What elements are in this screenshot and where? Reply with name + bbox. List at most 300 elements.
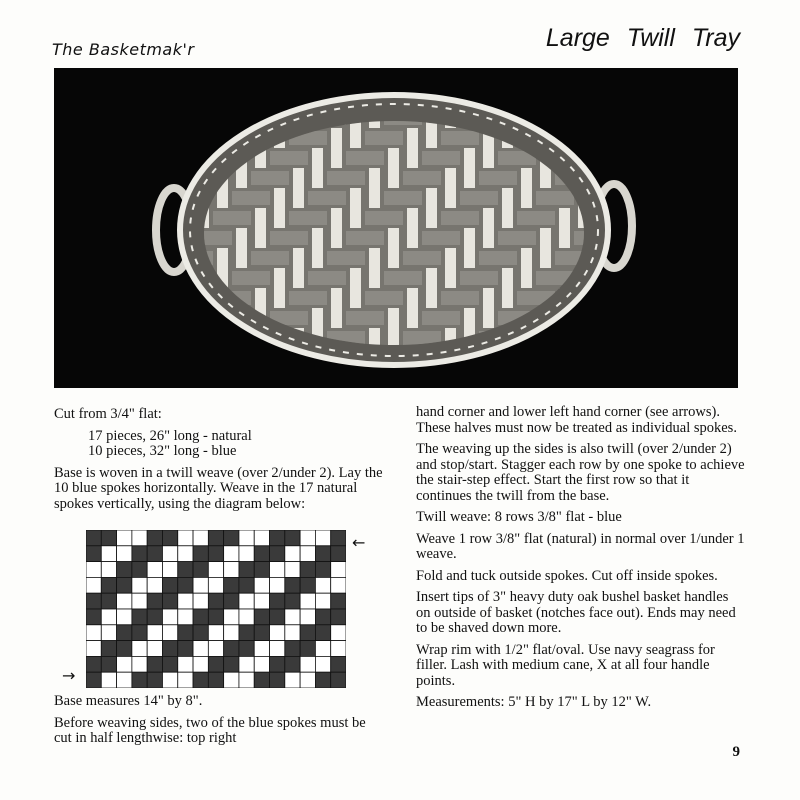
weave-strip	[521, 188, 532, 208]
left-column-bottom	[54, 694, 384, 753]
weave-strip	[403, 171, 422, 185]
diagram-cell	[331, 546, 346, 562]
weave-strip	[308, 131, 327, 145]
weave-strip	[483, 288, 494, 308]
diagram-cell	[117, 546, 132, 562]
diagram-cell	[331, 672, 346, 688]
weave-strip	[213, 211, 232, 225]
paragraph-twill-rows: Twill weave: 8 rows 3/8" flat - blue	[416, 509, 622, 525]
weave-strip	[578, 128, 589, 148]
diagram-cell	[193, 530, 208, 546]
weave-strip	[198, 108, 209, 128]
weave-strip	[483, 148, 494, 168]
diagram-cell	[86, 530, 101, 546]
weave-strip	[217, 328, 228, 348]
weave-strip	[445, 268, 456, 288]
weave-strip	[217, 108, 228, 128]
diagram-cell	[117, 593, 132, 609]
weave-strip	[331, 208, 342, 228]
basket-photo	[54, 68, 738, 388]
diagram-cell	[239, 641, 254, 657]
diagram-cell	[239, 609, 254, 625]
weave-strip	[350, 208, 361, 228]
weave-strip	[312, 148, 323, 168]
weave-strip	[517, 211, 536, 225]
weave-strip	[574, 331, 593, 345]
weave-strip	[521, 348, 532, 368]
brand-name: The Basketmak'r	[52, 40, 195, 59]
diagram-cell	[300, 577, 315, 593]
diagram-cell	[101, 672, 116, 688]
weave-strip	[274, 188, 285, 208]
diagram-cell	[224, 656, 239, 672]
diagram-cell	[224, 546, 239, 562]
diagram-cell	[86, 562, 101, 578]
diagram-cell	[224, 593, 239, 609]
weave-strip	[270, 231, 289, 245]
diagram-cell	[285, 562, 300, 578]
diagram-cell	[147, 577, 162, 593]
weave-strip	[289, 291, 308, 305]
diagram-cell	[331, 562, 346, 578]
weave-strip	[274, 348, 285, 368]
weave-strip	[426, 288, 437, 308]
diagram-cell	[162, 530, 177, 546]
diagram-cell	[208, 656, 223, 672]
diagram-cell	[117, 577, 132, 593]
diagram-cell	[162, 577, 177, 593]
base-instructions: Base is woven in a twill weave (over 2/under 2). Lay the 10 blue spokes horizontally. Weave in the 17 natural spokes vertically, using the diagram below:	[54, 464, 383, 512]
diagram-cell	[254, 641, 269, 657]
diagram-cell	[101, 625, 116, 641]
diagram-cell	[224, 530, 239, 546]
diagram-cell	[285, 625, 300, 641]
weave-strip	[289, 151, 308, 165]
paragraph-natural-row: Weave 1 row 3/8" flat (natural) in normal over 1/under 1 weave.	[416, 530, 745, 562]
diagram-cell	[208, 562, 223, 578]
weave-strip	[502, 288, 513, 308]
weave-strip	[369, 248, 380, 268]
diagram-cell	[270, 530, 285, 546]
diagram-cell	[162, 625, 177, 641]
weave-strip	[502, 348, 513, 368]
diagram-cell	[162, 593, 177, 609]
diagram-cell	[162, 546, 177, 562]
diagram-cell	[270, 609, 285, 625]
weave-strip	[308, 291, 327, 305]
weave-strip	[384, 211, 403, 225]
weave-strip	[407, 128, 418, 148]
weave-strip	[293, 168, 304, 188]
diagram-cell	[331, 609, 346, 625]
diagram-cell	[193, 593, 208, 609]
diagram-cell	[315, 641, 330, 657]
diagram-cell	[178, 530, 193, 546]
weave-strip	[441, 131, 460, 145]
diagram-cell	[147, 625, 162, 641]
weave-strip	[574, 311, 593, 325]
diagram-cell	[224, 562, 239, 578]
weave-strip	[464, 148, 475, 168]
weave-strip	[426, 208, 437, 228]
diagram-cell	[117, 530, 132, 546]
weave-strip	[346, 171, 365, 185]
weave-strip	[536, 271, 555, 285]
weave-strip	[498, 251, 517, 265]
diagram-cell	[101, 641, 116, 657]
diagram-cell	[239, 562, 254, 578]
diagram-cell	[270, 656, 285, 672]
diagram-cell	[193, 672, 208, 688]
weave-strip	[346, 251, 365, 265]
weave-strip	[255, 208, 266, 228]
diagram-cell	[300, 641, 315, 657]
weave-strip	[293, 188, 304, 208]
weave-strip	[217, 248, 228, 268]
diagram-cell	[147, 641, 162, 657]
diagram-cell	[270, 546, 285, 562]
diagram-cell	[208, 672, 223, 688]
diagram-cell	[300, 530, 315, 546]
weave-strip	[388, 148, 399, 168]
weave-strip	[407, 308, 418, 328]
diagram-cell	[178, 656, 193, 672]
weave-strip	[460, 211, 479, 225]
weave-strip	[441, 211, 460, 225]
diagram-cell	[162, 641, 177, 657]
page-title: Large Twill Tray	[545, 24, 740, 52]
diagram-cell	[224, 609, 239, 625]
diagram-cell	[300, 656, 315, 672]
weave-strip	[521, 248, 532, 268]
weave-strip	[312, 308, 323, 328]
weave-strip	[217, 348, 228, 368]
weave-strip	[502, 188, 513, 208]
weave-strip	[255, 288, 266, 308]
cut-heading: Cut from 3/4" flat:	[54, 406, 162, 422]
diagram-cell	[86, 577, 101, 593]
diagram-cell	[86, 546, 101, 562]
diagram-cell	[132, 672, 147, 688]
weave-strip	[327, 191, 346, 205]
weave-strip	[365, 151, 384, 165]
diagram-cell	[285, 530, 300, 546]
weave-strip	[536, 191, 555, 205]
weave-strip	[464, 228, 475, 248]
diagram-cell	[193, 577, 208, 593]
left-column	[54, 407, 384, 518]
weave-strip	[540, 228, 551, 248]
weave-strip	[403, 271, 422, 285]
weave-strip	[555, 351, 574, 365]
diagram-cell	[270, 672, 285, 688]
weave-strip	[555, 251, 574, 265]
diagram-cell	[208, 609, 223, 625]
weave-strip	[350, 288, 361, 308]
weave-strip	[365, 211, 384, 225]
weave-strip	[536, 111, 555, 125]
weave-strip	[407, 288, 418, 308]
weave-strip	[346, 311, 365, 325]
diagram-cell	[315, 562, 330, 578]
diagram-cell	[208, 546, 223, 562]
diagram-cell	[86, 672, 101, 688]
weave-strip	[213, 231, 232, 245]
diagram-cell	[224, 672, 239, 688]
weave-strip	[460, 271, 479, 285]
weave-strip	[384, 131, 403, 145]
diagram-cell	[178, 593, 193, 609]
weave-strip	[274, 208, 285, 228]
diagram-cell	[208, 625, 223, 641]
weave-strip	[521, 168, 532, 188]
weave-strip	[312, 248, 323, 268]
weave-strip	[350, 268, 361, 288]
weave-strip	[331, 228, 342, 248]
paragraph-sides: The weaving up the sides is also twill (over 2/under 2) and stop/start. Stagger each row by one spoke to achieve the stair-step effect. Start the first row so that it continues the twill from the base.	[416, 441, 745, 504]
weave-strip	[422, 171, 441, 185]
diagram-cell	[254, 530, 269, 546]
weave-strip	[578, 108, 589, 128]
paragraph-fold: Fold and tuck outside spokes. Cut off inside spokes.	[416, 567, 718, 584]
diagram-cell	[193, 625, 208, 641]
diagram-cell	[178, 609, 193, 625]
diagram-cell	[117, 672, 132, 688]
diagram-cell	[270, 641, 285, 657]
weave-strip	[384, 291, 403, 305]
diagram-cell	[315, 546, 330, 562]
weave-strip	[498, 171, 517, 185]
diagram-cell	[101, 546, 116, 562]
weave-strip	[483, 308, 494, 328]
weave-strip	[194, 311, 213, 325]
weave-strip	[331, 308, 342, 328]
weave-strip	[517, 291, 536, 305]
weave-strip	[388, 168, 399, 188]
weave-strip	[312, 168, 323, 188]
diagram-cell	[147, 609, 162, 625]
diagram-cell	[285, 577, 300, 593]
weave-strip	[460, 291, 479, 305]
weave-strip	[407, 228, 418, 248]
basket-illustration	[54, 68, 738, 388]
weave-strip	[502, 208, 513, 228]
weave-strip	[198, 348, 209, 368]
base-measure: Base measures 14" by 8".	[54, 693, 203, 709]
weave-strip	[388, 308, 399, 328]
weave-strip	[479, 251, 498, 265]
diagram-cell	[132, 609, 147, 625]
diagram-cell	[147, 530, 162, 546]
diagram-cell	[178, 641, 193, 657]
diagram-cell	[300, 672, 315, 688]
weave-strip	[308, 211, 327, 225]
weave-strip	[194, 331, 213, 345]
diagram-cell	[254, 593, 269, 609]
diagram-cell	[254, 656, 269, 672]
diagram-cell	[239, 656, 254, 672]
diagram-cell	[315, 577, 330, 593]
diagram-cell	[224, 577, 239, 593]
weave-strip	[365, 311, 384, 325]
diagram-cell	[162, 562, 177, 578]
weave-strip	[251, 351, 270, 365]
weave-strip	[236, 168, 247, 188]
weave-strip	[426, 268, 437, 288]
diagram-cell	[101, 530, 116, 546]
weave-strip	[251, 171, 270, 185]
diagram-cell	[208, 593, 223, 609]
weave-strip	[445, 248, 456, 268]
weave-strip	[422, 251, 441, 265]
diagram-cell	[331, 641, 346, 657]
diagram-cell	[285, 672, 300, 688]
diagram-cell	[101, 577, 116, 593]
weave-strip	[251, 251, 270, 265]
arrow-top-right: ←	[352, 533, 366, 552]
weave-strip	[350, 128, 361, 148]
weave-strip	[441, 311, 460, 325]
weave-strip	[232, 191, 251, 205]
diagram-cell	[162, 672, 177, 688]
weave-strip	[369, 268, 380, 288]
diagram-cell	[331, 530, 346, 546]
weave-strip	[540, 248, 551, 268]
weave-strip	[517, 231, 536, 245]
weave-strip	[384, 191, 403, 205]
diagram-cell	[178, 625, 193, 641]
diagram-cell	[117, 656, 132, 672]
weave-strip	[559, 208, 570, 228]
diagram-cell	[315, 672, 330, 688]
diagram-cell	[315, 656, 330, 672]
weave-strip	[555, 191, 574, 205]
diagram-cell	[86, 593, 101, 609]
diagram-cell	[331, 593, 346, 609]
weave-strip	[289, 231, 308, 245]
weave-strip	[422, 151, 441, 165]
weave-strip	[464, 168, 475, 188]
twill-grid	[86, 530, 346, 688]
weave-strip	[369, 168, 380, 188]
diagram-cell	[117, 625, 132, 641]
diagram-cell	[254, 625, 269, 641]
weave-strip	[369, 188, 380, 208]
diagram-cell	[101, 593, 116, 609]
weave-strip	[407, 148, 418, 168]
diagram-cell	[285, 641, 300, 657]
diagram-cell	[239, 672, 254, 688]
weave-strip	[498, 231, 517, 245]
diagram-cell	[86, 641, 101, 657]
diagram-cell	[178, 577, 193, 593]
weave-strip	[479, 171, 498, 185]
diagram-cell	[270, 577, 285, 593]
weave-strip	[289, 211, 308, 225]
diagram-cell	[285, 546, 300, 562]
weave-strip	[289, 311, 308, 325]
weave-strip	[327, 171, 346, 185]
diagram-cell	[101, 656, 116, 672]
weave-strip	[460, 131, 479, 145]
paragraph-corners: hand corner and lower left hand corner (see arrows). These halves must now be treated as individual spokes.	[416, 404, 737, 436]
diagram-cell	[300, 562, 315, 578]
weave-strip	[331, 148, 342, 168]
weave-strip	[312, 228, 323, 248]
diagram-cell	[315, 625, 330, 641]
weave-strip	[388, 228, 399, 248]
weave-strip	[327, 271, 346, 285]
weave-strip	[270, 151, 289, 165]
weave-strip	[388, 248, 399, 268]
diagram-cell	[147, 546, 162, 562]
weave-strip	[403, 251, 422, 265]
weave-strip	[441, 291, 460, 305]
diagram-cell	[193, 641, 208, 657]
diagram-cell	[162, 656, 177, 672]
diagram-cell	[132, 562, 147, 578]
weave-strip	[445, 168, 456, 188]
diagram-cell	[178, 672, 193, 688]
diagram-cell	[178, 562, 193, 578]
diagram-cell	[193, 562, 208, 578]
weave-strip	[422, 311, 441, 325]
diagram-cell	[132, 625, 147, 641]
weave-strip	[232, 211, 251, 225]
diagram-cell	[162, 609, 177, 625]
diagram-cell	[193, 656, 208, 672]
page-number: 9	[732, 744, 740, 760]
weave-strip	[407, 208, 418, 228]
diagram-cell	[193, 546, 208, 562]
diagram-cell	[331, 577, 346, 593]
weave-strip	[350, 188, 361, 208]
weave-strip	[293, 248, 304, 268]
weave-strip	[308, 271, 327, 285]
diagram-cell	[101, 562, 116, 578]
weave-strip	[255, 228, 266, 248]
diagram-cell	[224, 625, 239, 641]
weave-strip	[346, 231, 365, 245]
weave-strip	[536, 211, 555, 225]
diagram-cell	[285, 609, 300, 625]
weave-strip	[236, 228, 247, 248]
weave-strip	[293, 268, 304, 288]
weave-strip	[331, 288, 342, 308]
diagram-cell	[132, 656, 147, 672]
weave-strip	[460, 191, 479, 205]
weave-strip	[578, 348, 589, 368]
weave-strip	[365, 131, 384, 145]
right-column	[416, 405, 746, 717]
diagram-cell	[239, 593, 254, 609]
diagram-cell	[132, 641, 147, 657]
weave-strip	[555, 331, 574, 345]
cut-item-natural: 17 pieces, 26" long - natural	[88, 427, 252, 444]
diagram-cell	[208, 530, 223, 546]
diagram-cell	[315, 593, 330, 609]
diagram-cell	[147, 656, 162, 672]
diagram-cell	[270, 625, 285, 641]
weave-strip	[236, 248, 247, 268]
weave-strip	[536, 351, 555, 365]
paragraph-rim: Wrap rim with 1/2" flat/oval. Use navy seagrass for filler. Lash with medium cane, X at all four handle points.	[416, 641, 715, 689]
diagram-cell	[331, 625, 346, 641]
diagram-cell	[300, 625, 315, 641]
weave-strip	[251, 271, 270, 285]
weave-strip	[464, 308, 475, 328]
diagram-cell	[147, 593, 162, 609]
